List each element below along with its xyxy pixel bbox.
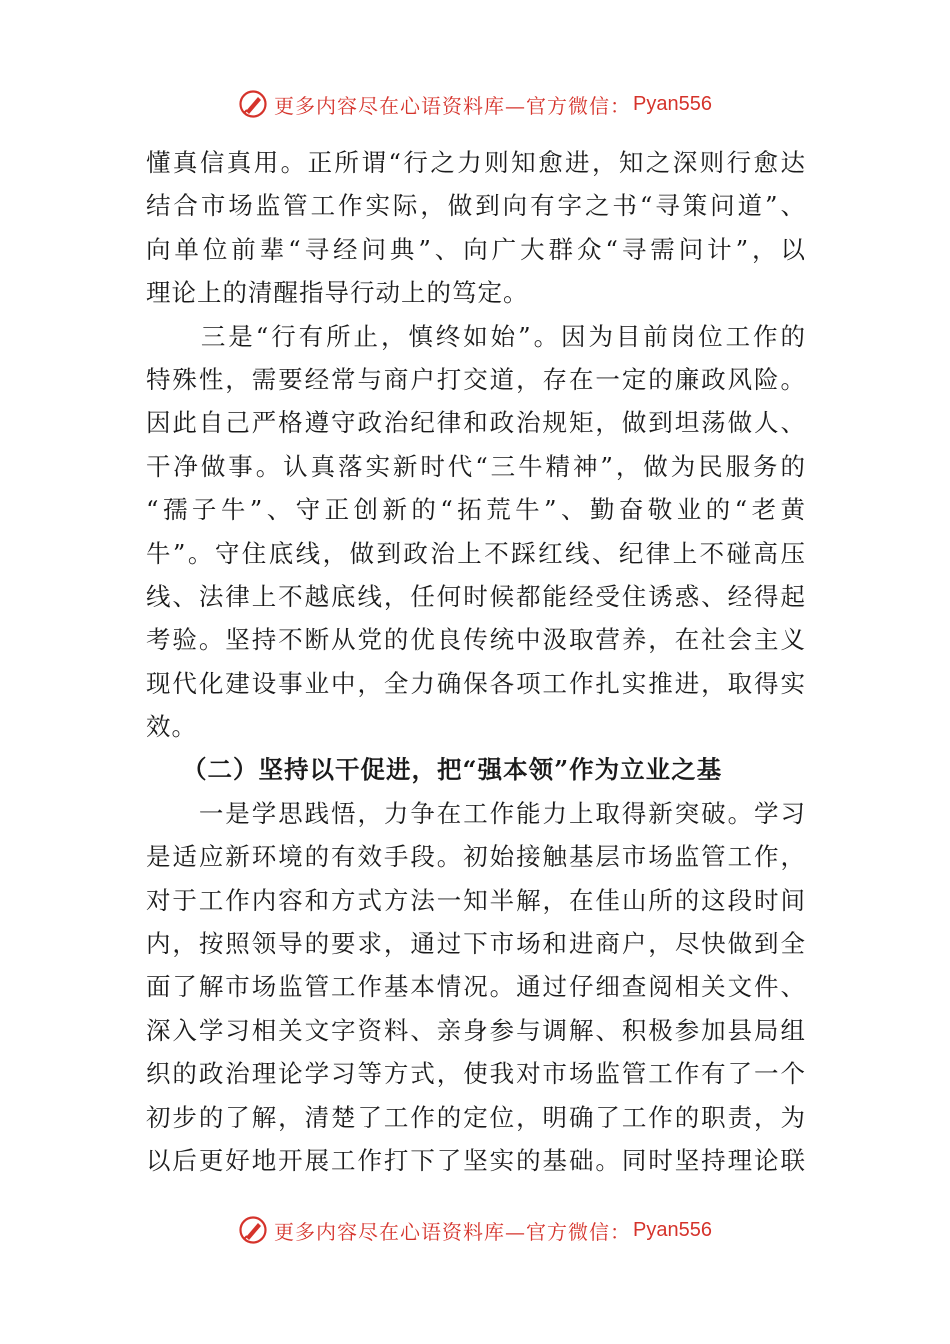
text-line: 织的政治理论学习等方式，使我对市场监管工作有了一个 (146, 1059, 806, 1089)
text-line: 内，按照领导的要求，通过下市场和进商户，尽快做到全 (146, 929, 806, 959)
text-line: 干净做事。认真落实新时代“三牛精神”，做为民服务的 (146, 451, 806, 481)
wechat-id: Pyan556 (633, 92, 712, 115)
wechat-id: Pyan556 (633, 1218, 712, 1241)
text-line: 三是“行有所止，慎终如始”。因为目前岗位工作的 (146, 321, 806, 351)
document-body (146, 141, 806, 1182)
text-line: 向单位前辈“寻经问典”、向广大群众“寻需问计”，以 (146, 234, 806, 264)
banner-text: 更多内容尽在心语资料库—官方微信： (274, 1219, 632, 1244)
text-line: 现代化建设事业中，全力确保各项工作扎实推进，取得实 (146, 668, 806, 698)
text-line: 对于工作内容和方式方法一知半解，在佳山所的这段时间 (146, 885, 806, 915)
pen-logo-icon (238, 1215, 268, 1245)
banner-text: 更多内容尽在心语资料库—官方微信： (274, 93, 632, 118)
text-line: 因此自己严格遵守政治纪律和政治规矩，做到坦荡做人、 (146, 408, 806, 438)
footer-banner (0, 1208, 950, 1252)
text-line: 初步的了解，清楚了工作的定位，明确了工作的职责，为 (146, 1102, 806, 1132)
text-line: 懂真信真用。正所谓“行之力则知愈进，知之深则行愈达 (146, 148, 806, 177)
text-line: 考验。坚持不断从党的优良传统中汲取营养，在社会主义 (146, 625, 806, 655)
text-line: “孺子牛”、守正创新的“拓荒牛”、勤奋敬业的“老黄 (146, 495, 806, 525)
text-line: 线、法律上不越底线，任何时候都能经受住诱惑、经得起 (146, 581, 806, 611)
text-line: 一是学思践悟，力争在工作能力上取得新突破。学习 (146, 798, 806, 828)
text-line: 结合市场监管工作实际，做到向有字之书“寻策问道”、 (146, 191, 806, 221)
text-line: 效。 (146, 712, 197, 742)
text-line: 是适应新环境的有效手段。初始接触基层市场监管工作， (146, 842, 806, 872)
text-line: 特殊性，需要经常与商户打交道，存在一定的廉政风险。 (146, 364, 806, 394)
text-line: 牛”。守住底线，做到政治上不踩红线、纪律上不碰高压 (146, 538, 806, 568)
text-line: 理论上的清醒指导行动上的笃定。 (146, 278, 529, 308)
text-line: 面了解市场监管工作基本情况。通过仔细查阅相关文件、 (146, 972, 806, 1002)
pen-logo-icon (238, 89, 268, 119)
header-banner (0, 82, 950, 126)
text-line: 以后更好地开展工作打下了坚实的基础。同时坚持理论联 (146, 1145, 806, 1175)
text-line: 深入学习相关文字资料、亲身参与调解、积极参加县局组 (146, 1015, 806, 1045)
section-heading: （二）坚持以干促进，把“强本领”作为立业之基 (182, 755, 723, 785)
